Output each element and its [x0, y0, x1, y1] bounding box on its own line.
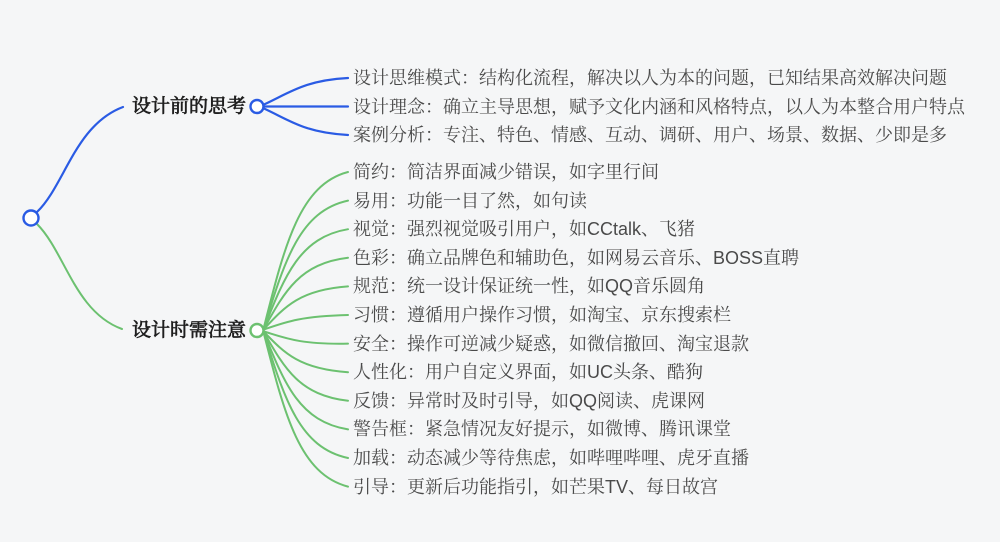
edge-branch1-child-0 — [264, 78, 348, 105]
edge-branch2-child-6 — [264, 332, 348, 344]
leaf-safety[interactable]: 安全：操作可逆减少疑惑，如微信撤回、淘宝退款 — [353, 333, 749, 354]
branch-label-design-thinking[interactable]: 设计前的思考 — [132, 95, 247, 117]
leaf-simplicity[interactable]: 简约：简洁界面减少错误，如字里行间 — [353, 162, 659, 182]
edge-root-to-branch-design-notes — [37, 224, 122, 329]
root-node[interactable] — [24, 211, 39, 226]
leaf-feedback[interactable]: 反馈：异常时及时引导，如QQ阅读、虎课网 — [353, 390, 706, 411]
edge-root-to-branch-design-thinking — [37, 107, 123, 212]
leaf-guidance[interactable]: 引导：更新后功能指引，如芒果TV、每日故宫 — [353, 476, 718, 497]
branch2-node-circle[interactable] — [251, 324, 264, 337]
leaf-usability[interactable]: 易用：功能一目了然，如句读 — [353, 190, 587, 211]
leaf-color[interactable]: 色彩：确立品牌色和辅助色，如网易云音乐、BOSS直聘 — [353, 247, 800, 268]
leaf-design-thinking-model[interactable]: 设计思维模式：结构化流程，解决以人为本的问题，已知结果高效解决问题 — [353, 68, 947, 88]
leaf-habit[interactable]: 习惯：遵循用户操作习惯，如淘宝、京东搜索栏 — [353, 305, 731, 325]
leaf-design-concept[interactable]: 设计理念：确立主导思想，赋予文化内涵和风格特点，以人为本整合用户特点 — [353, 96, 965, 117]
leaf-visual[interactable]: 视觉：强烈视觉吸引用户，如CCtalk、飞猪 — [353, 219, 696, 240]
leaf-loading[interactable]: 加载：动态减少等待焦虑，如哔哩哔哩、虎牙直播 — [353, 448, 749, 468]
leaf-case-analysis[interactable]: 案例分析：专注、特色、情感、互动、调研、用户、场景、数据、少即是多 — [353, 125, 947, 145]
branch1-node-circle[interactable] — [251, 100, 264, 113]
leaf-humanized[interactable]: 人性化：用户自定义界面，如UC头条、酷狗 — [353, 362, 703, 383]
leaf-alert-box[interactable]: 警告框：紧急情况友好提示，如微博、腾讯课堂 — [353, 419, 731, 440]
leaf-standard[interactable]: 规范：统一设计保证统一性，如QQ音乐圆角 — [353, 276, 706, 297]
branch-label-design-notes[interactable]: 设计时需注意 — [132, 319, 247, 341]
edge-branch1-child-2 — [264, 109, 348, 136]
